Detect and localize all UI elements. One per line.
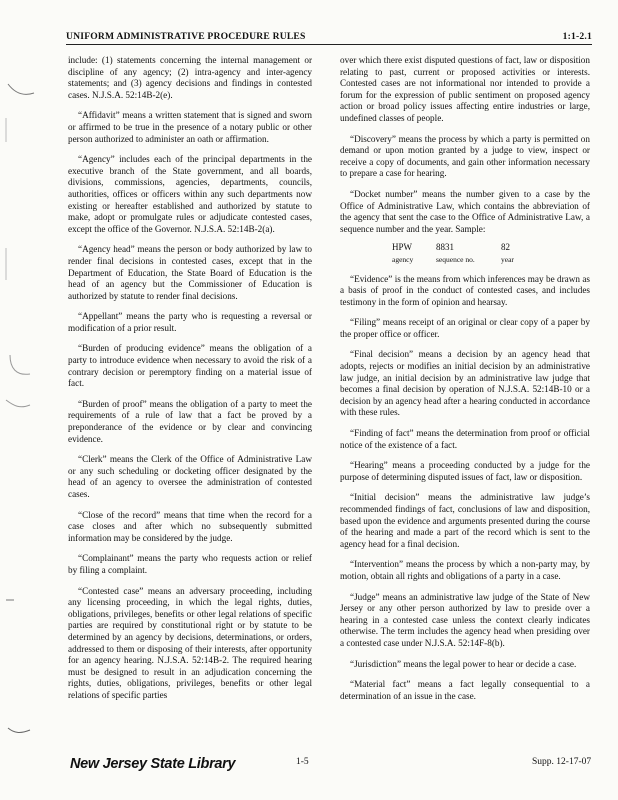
chapter-title: UNIFORM ADMINISTRATIVE PROCEDURE RULES	[66, 31, 306, 42]
definition-material-fact: “Material fact” means a fact legally consequential to a determination of an issue in the case.	[340, 679, 590, 701]
definition-finding-of-fact: “Finding of fact” means the determination from proof or official notice of the existence of a fact.	[340, 428, 590, 450]
paragraph: over which there exist disputed questions of fact, law or disposition relating to past, current or proposed activities or interests. Contested cases are not informational nor intended to provide a forum for the expression of public sentiment on proposed agency action or broad policy issues affecting entire industries or large, undefined classes of people.	[340, 55, 590, 123]
definition-evidence: “Evidence” is the means from which inferences may be drawn as a basis of proof in the conduct of contested cases, and includes testimony in the form of opinion and hearsay.	[340, 273, 590, 307]
definition-hearing: “Hearing” means a proceeding conducted by a judge for the purpose of determining disputed issues of fact, law or disposition.	[340, 460, 590, 482]
paragraph: include: (1) statements concerning the internal management or discipline of any agency; (2) intra-agency and inter-agency statements; and (3) agency decisions and findings in contested cases. N.J.S.A. 52:14B-2(e).	[68, 55, 312, 100]
definition-docket-number: “Docket number” means the number given to a case by the Office of Administrative Law, which contains the abbreviation of the agency that sent the case to the Office of Administrative Law, a sequence number and the year. Sample:	[340, 188, 590, 234]
definition-clerk: “Clerk” means the Clerk of the Office of Administrative Law or any such scheduling or docketing officer designated by the head of an agency to oversee the administration of contested cases.	[68, 454, 312, 499]
definition-contested-case: “Contested case” means an adversary proceeding, including any licensing proceeding, in which the legal rights, duties, obligations, privileges, benefits or other legal relations of specific parties are required by constitutional right or by statute to be determined by an agency by decisions, determinations, or orders, addressed to them or disposing of their interests, after opportunity for an agency hearing. N.J.S.A. 52:14B-2. The required hearing must be designed to result in an adjudication concerning the rights, duties, obligations, privileges, benefits or other legal relations of specific parties	[68, 585, 312, 700]
definition-jurisdiction: “Jurisdiction” means the legal power to hear or decide a case.	[350, 658, 577, 669]
label-agency: agency	[392, 254, 414, 264]
label-sequence: sequence no.	[436, 254, 475, 264]
definition-close-of-record: “Close of the record” means that time when the record for a case closes and after which no subsequently submitted information may be considered by the judge.	[68, 509, 312, 543]
definition-initial-decision: “Initial decision” means the administrative law judge’s recommended findings of fact, conclusions of law and disposition, based upon the evidence and arguments presented during the course of the hearing and made a part of the record which is sent to the agency head for a final decision.	[340, 492, 590, 549]
definition-filing: “Filing” means receipt of an original or clear copy of a paper by the proper office or officer.	[340, 317, 590, 339]
page-number: 1-5	[296, 757, 309, 767]
definition-judge: “Judge” means an administrative law judge of the State of New Jersey or any other person authorized by law to preside over a hearing in a contested case unless the context clearly indicates otherwise. The term includes the agency head when presiding over a contested case under N.J.S.A. 52:14F-8(b).	[340, 591, 590, 648]
supplement-date: Supp. 12-17-07	[532, 757, 592, 767]
definition-intervention: “Intervention” means the process by which a non-party may, by motion, obtain all rights and obligations of a party in a case.	[340, 559, 590, 581]
running-header	[66, 31, 592, 45]
sample-year: 82	[501, 242, 510, 253]
docket-sample-values	[392, 242, 590, 254]
definition-appellant: “Appellant” means the party who is requesting a reversal or modification of a prior result.	[68, 311, 312, 333]
definition-final-decision: “Final decision” means a decision by an agency head that adopts, rejects or modifies an initial decision by an administrative law judge, an initial decision by an administrative law judge that becomes a final decision by operation of N.J.S.A. 52:14B-10 or a decision by an agency head after a hearing conducted in accordance with these rules.	[340, 349, 590, 418]
sample-sequence: 8831	[436, 242, 454, 253]
definition-discovery: “Discovery” means the process by which a party is permitted on demand or upon motion granted by a judge to view, inspect or receive a copy of documents, and gain other information necessary to prepare a case for hearing.	[340, 133, 590, 179]
definition-complainant: “Complainant” means the party who requests action or relief by filing a complaint.	[68, 553, 312, 575]
section-number: 1:1-2.1	[562, 31, 592, 42]
sample-agency: HPW	[392, 242, 412, 253]
definition-agency-head: “Agency head” means the person or body authorized by law to render final decisions in contested cases, except that in the Department of Education, the State Board of Education is the head of an agency but the Commissioner of Education is authorized by statute to render final decisions.	[68, 244, 312, 301]
definition-agency: “Agency” includes each of the principal departments in the executive branch of the State government, and all boards, divisions, commissions, agencies, departments, councils, authorities, offices or officers within any such departments now existing or hereafter established and authorized by statute to make, adopt or promulgate rules or adjudicate contested cases, except the office of the Governor. N.J.S.A. 52:14B-2(a).	[68, 154, 312, 234]
docket-sample	[392, 242, 590, 265]
definition-affidavit: “Affidavit” means a written statement that is signed and sworn or affirmed to be true in the presence of a notary public or other person authorized to administer an oath or affirmation.	[68, 110, 312, 144]
definition-burden-producing-evidence: “Burden of producing evidence” means the obligation of a party to introduce evidence when necessary to avoid the risk of a contrary decision or peremptory finding on a material issue of fact.	[68, 343, 312, 389]
definition-burden-of-proof: “Burden of proof” means the obligation of a party to meet the requirements of a rule of law that a fact be proved by a preponderance of the evidence or by clear and convincing evidence.	[68, 398, 312, 444]
scan-margin-marks	[0, 0, 40, 800]
left-column	[68, 55, 312, 711]
label-year: year	[501, 254, 514, 264]
right-column	[340, 55, 590, 711]
library-stamp: New Jersey State Library	[70, 756, 236, 772]
docket-sample-labels	[392, 254, 590, 266]
